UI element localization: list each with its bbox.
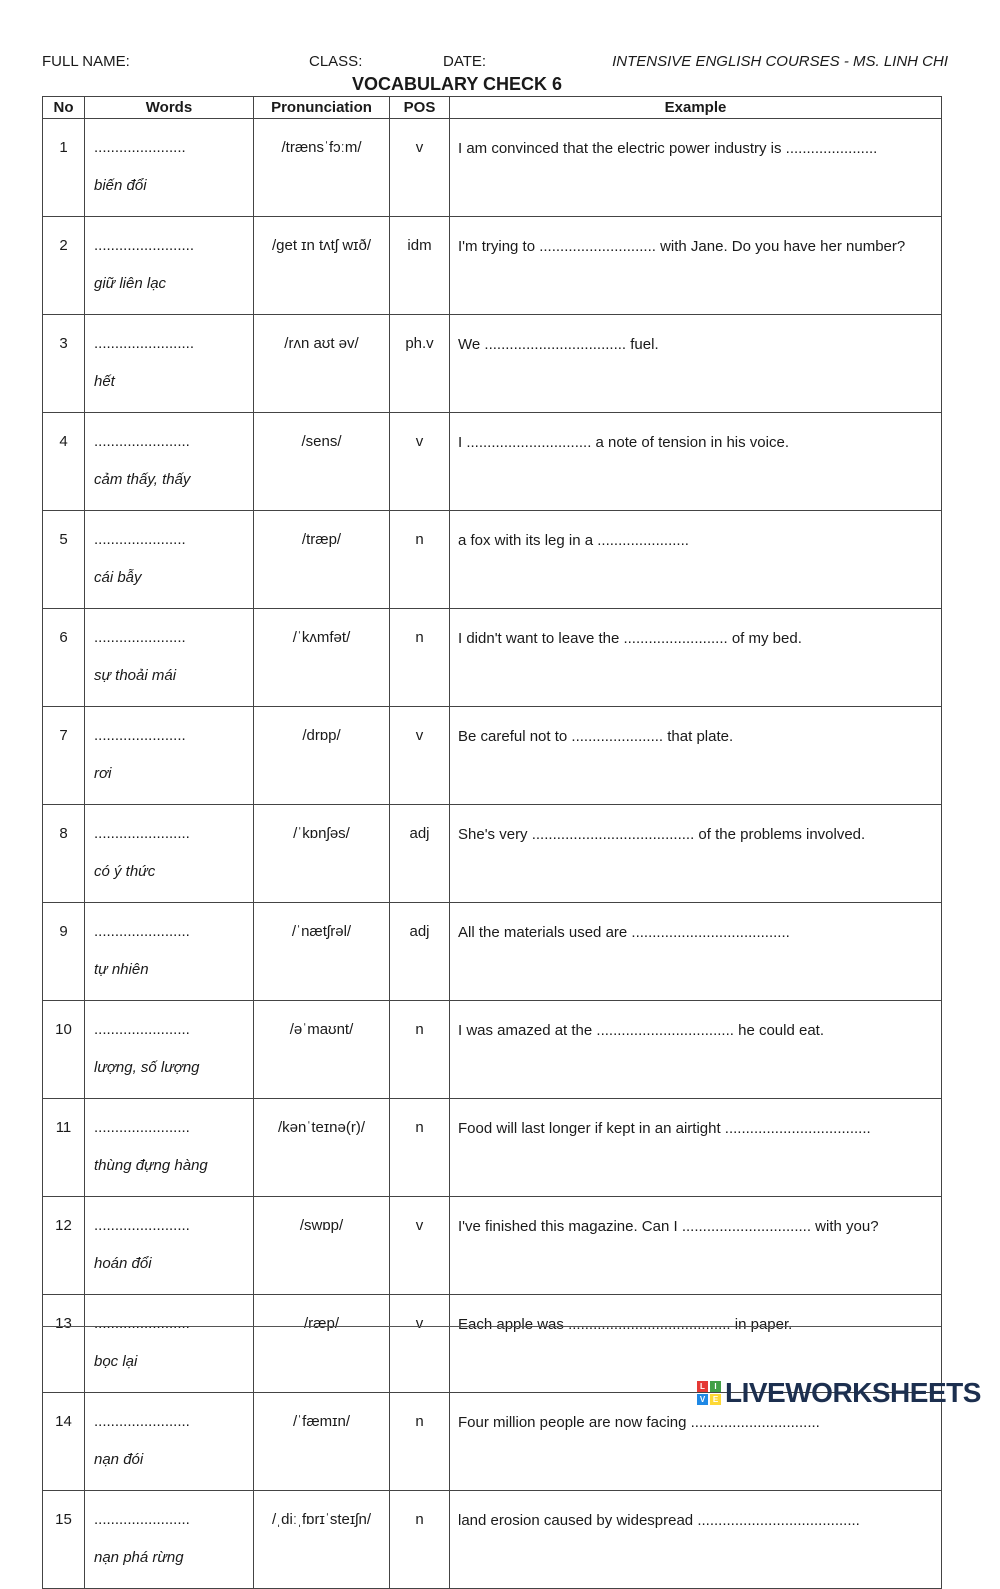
example-cell bbox=[450, 1491, 942, 1589]
example-cell bbox=[450, 903, 942, 1001]
word-cell bbox=[85, 707, 254, 805]
example-sentence: land erosion caused by widespread ....................................... bbox=[458, 1512, 860, 1529]
pos-cell: n bbox=[390, 609, 450, 707]
footer-divider bbox=[42, 1326, 941, 1327]
class-label: CLASS: bbox=[309, 53, 363, 70]
column-header-example: Example bbox=[450, 97, 942, 119]
example-sentence: I'm trying to ............................ with Jane. Do you have her number? bbox=[458, 238, 906, 255]
pos-cell: v bbox=[390, 707, 450, 805]
example-cell bbox=[450, 315, 942, 413]
pos-cell: n bbox=[390, 1099, 450, 1197]
vocabulary-table bbox=[42, 96, 942, 1589]
example-cell bbox=[450, 1001, 942, 1099]
pronunciation-cell: /trænsˈfɔːm/ bbox=[254, 119, 390, 217]
word-meaning: nạn phá rừng bbox=[94, 1549, 184, 1566]
pos-cell: v bbox=[390, 1197, 450, 1295]
table-header-row bbox=[43, 97, 942, 119]
word-meaning: có ý thức bbox=[94, 863, 156, 880]
row-number: 3 bbox=[43, 315, 85, 413]
row-number: 14 bbox=[43, 1393, 85, 1491]
example-sentence: I've finished this magazine. Can I ............................... with you? bbox=[458, 1218, 879, 1235]
example-cell bbox=[450, 1197, 942, 1295]
example-sentence: We .................................. fuel. bbox=[458, 336, 659, 353]
pronunciation-cell: /ˈkʌmfət/ bbox=[254, 609, 390, 707]
logo-letter-i: I bbox=[710, 1381, 721, 1392]
word-cell bbox=[85, 1099, 254, 1197]
logo-icon bbox=[697, 1381, 721, 1405]
example-sentence: Food will last longer if kept in an airtight ................................... bbox=[458, 1120, 871, 1137]
logo-letter-l: L bbox=[697, 1381, 708, 1392]
row-number: 6 bbox=[43, 609, 85, 707]
word-blank[interactable]: ....................... bbox=[94, 1413, 190, 1430]
row-number: 7 bbox=[43, 707, 85, 805]
example-sentence: Four million people are now facing ............................... bbox=[458, 1414, 820, 1431]
example-cell bbox=[450, 707, 942, 805]
table-row bbox=[43, 903, 942, 1001]
pronunciation-cell: /sens/ bbox=[254, 413, 390, 511]
example-sentence: She's very ....................................... of the problems involved. bbox=[458, 826, 866, 843]
column-header-no: No bbox=[43, 97, 85, 119]
row-number: 15 bbox=[43, 1491, 85, 1589]
column-header-pos: POS bbox=[390, 97, 450, 119]
word-meaning: cái bẫy bbox=[94, 569, 142, 586]
logo-letter-v: V bbox=[697, 1394, 708, 1405]
table-row bbox=[43, 217, 942, 315]
pos-cell: n bbox=[390, 1393, 450, 1491]
column-header-pronunciation: Pronunciation bbox=[254, 97, 390, 119]
table-row bbox=[43, 413, 942, 511]
example-sentence: I didn't want to leave the ......................... of my bed. bbox=[458, 630, 802, 647]
word-blank[interactable]: ...................... bbox=[94, 139, 186, 156]
row-number: 13 bbox=[43, 1295, 85, 1393]
word-cell bbox=[85, 1001, 254, 1099]
example-sentence: Be careful not to ...................... that plate. bbox=[458, 728, 734, 745]
word-cell bbox=[85, 1491, 254, 1589]
word-meaning: hết bbox=[94, 373, 115, 390]
word-meaning: rơi bbox=[94, 765, 112, 782]
word-blank[interactable]: ....................... bbox=[94, 1315, 190, 1332]
table-row bbox=[43, 119, 942, 217]
word-cell bbox=[85, 1197, 254, 1295]
example-cell bbox=[450, 119, 942, 217]
word-cell bbox=[85, 805, 254, 903]
pronunciation-cell: /kənˈteɪnə(r)/ bbox=[254, 1099, 390, 1197]
row-number: 12 bbox=[43, 1197, 85, 1295]
word-blank[interactable]: ....................... bbox=[94, 1119, 190, 1136]
table-row bbox=[43, 1491, 942, 1589]
word-blank[interactable]: ....................... bbox=[94, 1511, 190, 1528]
example-cell bbox=[450, 1099, 942, 1197]
word-meaning: tự nhiên bbox=[94, 961, 149, 978]
word-meaning: lượng, số lượng bbox=[94, 1059, 200, 1076]
example-cell bbox=[450, 511, 942, 609]
word-meaning: bọc lại bbox=[94, 1353, 138, 1370]
pronunciation-cell: /əˈmaʊnt/ bbox=[254, 1001, 390, 1099]
word-meaning: nạn đói bbox=[94, 1451, 144, 1468]
word-cell bbox=[85, 315, 254, 413]
pos-cell: v bbox=[390, 119, 450, 217]
example-sentence: I was amazed at the ................................. he could eat. bbox=[458, 1022, 824, 1039]
word-meaning: giữ liên lạc bbox=[94, 275, 167, 292]
header-row bbox=[42, 53, 952, 73]
word-meaning: cảm thấy, thấy bbox=[94, 471, 191, 488]
row-number: 4 bbox=[43, 413, 85, 511]
word-meaning: thùng đựng hàng bbox=[94, 1157, 208, 1174]
table-row bbox=[43, 1001, 942, 1099]
word-cell bbox=[85, 217, 254, 315]
table-row bbox=[43, 609, 942, 707]
row-number: 8 bbox=[43, 805, 85, 903]
table-row bbox=[43, 1197, 942, 1295]
word-blank[interactable]: ...................... bbox=[94, 629, 186, 646]
word-cell bbox=[85, 511, 254, 609]
word-blank[interactable]: ....................... bbox=[94, 433, 190, 450]
word-blank[interactable]: ........................ bbox=[94, 237, 195, 254]
pos-cell: ph.v bbox=[390, 315, 450, 413]
word-blank[interactable]: ........................ bbox=[94, 335, 195, 352]
pos-cell: v bbox=[390, 1295, 450, 1393]
page-title: VOCABULARY CHECK 6 bbox=[351, 74, 563, 94]
column-header-words: Words bbox=[85, 97, 254, 119]
pos-cell: adj bbox=[390, 805, 450, 903]
date-label: DATE: bbox=[443, 53, 487, 70]
example-cell bbox=[450, 609, 942, 707]
pronunciation-cell: /ˈfæmɪn/ bbox=[254, 1393, 390, 1491]
word-meaning: sự thoải mái bbox=[94, 667, 177, 684]
word-blank[interactable]: ...................... bbox=[94, 531, 186, 548]
liveworksheets-logo bbox=[697, 1376, 981, 1410]
vocabulary-table-body bbox=[43, 119, 942, 1589]
pronunciation-cell: /træp/ bbox=[254, 511, 390, 609]
row-number: 9 bbox=[43, 903, 85, 1001]
pronunciation-cell: /swɒp/ bbox=[254, 1197, 390, 1295]
pos-cell: n bbox=[390, 511, 450, 609]
full-name-label: FULL NAME: bbox=[42, 53, 130, 70]
pos-cell: adj bbox=[390, 903, 450, 1001]
word-cell bbox=[85, 119, 254, 217]
word-meaning: hoán đổi bbox=[94, 1255, 152, 1272]
word-cell bbox=[85, 609, 254, 707]
example-cell bbox=[450, 413, 942, 511]
word-cell bbox=[85, 1295, 254, 1393]
pronunciation-cell: /rʌn aʊt əv/ bbox=[254, 315, 390, 413]
pronunciation-cell: /ˈkɒnʃəs/ bbox=[254, 805, 390, 903]
example-sentence: I .............................. a note of tension in his voice. bbox=[458, 434, 789, 451]
word-blank[interactable]: ...................... bbox=[94, 727, 186, 744]
logo-letter-e: E bbox=[710, 1394, 721, 1405]
word-blank[interactable]: ....................... bbox=[94, 923, 190, 940]
example-cell bbox=[450, 217, 942, 315]
pos-cell: v bbox=[390, 413, 450, 511]
table-row bbox=[43, 511, 942, 609]
logo-text: LIVEWORKSHEETS bbox=[725, 1377, 981, 1408]
word-meaning: biến đổi bbox=[94, 177, 147, 194]
table-row bbox=[43, 1099, 942, 1197]
example-sentence: a fox with its leg in a ...................... bbox=[458, 532, 689, 549]
row-number: 11 bbox=[43, 1099, 85, 1197]
example-cell bbox=[450, 805, 942, 903]
pronunciation-cell: /ˌdiːˌfɒrɪˈsteɪʃn/ bbox=[254, 1491, 390, 1589]
row-number: 2 bbox=[43, 217, 85, 315]
pronunciation-cell: /drɒp/ bbox=[254, 707, 390, 805]
course-title: INTENSIVE ENGLISH COURSES - MS. LINH CHI bbox=[612, 53, 948, 70]
word-blank[interactable]: ....................... bbox=[94, 1021, 190, 1038]
row-number: 10 bbox=[43, 1001, 85, 1099]
row-number: 5 bbox=[43, 511, 85, 609]
example-sentence: I am convinced that the electric power industry is ...................... bbox=[458, 140, 878, 157]
pronunciation-cell: /ræp/ bbox=[254, 1295, 390, 1393]
table-row bbox=[43, 707, 942, 805]
table-row bbox=[43, 805, 942, 903]
word-cell bbox=[85, 413, 254, 511]
word-blank[interactable]: ....................... bbox=[94, 1217, 190, 1234]
row-number: 1 bbox=[43, 119, 85, 217]
word-blank[interactable]: ....................... bbox=[94, 825, 190, 842]
word-cell bbox=[85, 1393, 254, 1491]
pos-cell: n bbox=[390, 1001, 450, 1099]
example-sentence: Each apple was ....................................... in paper. bbox=[458, 1316, 793, 1333]
example-sentence: All the materials used are ...................................... bbox=[458, 924, 790, 941]
pronunciation-cell: /get ɪn tʌtʃ wɪð/ bbox=[254, 217, 390, 315]
pronunciation-cell: /ˈnætʃrəl/ bbox=[254, 903, 390, 1001]
table-row bbox=[43, 315, 942, 413]
word-cell bbox=[85, 903, 254, 1001]
pos-cell: idm bbox=[390, 217, 450, 315]
pos-cell: n bbox=[390, 1491, 450, 1589]
